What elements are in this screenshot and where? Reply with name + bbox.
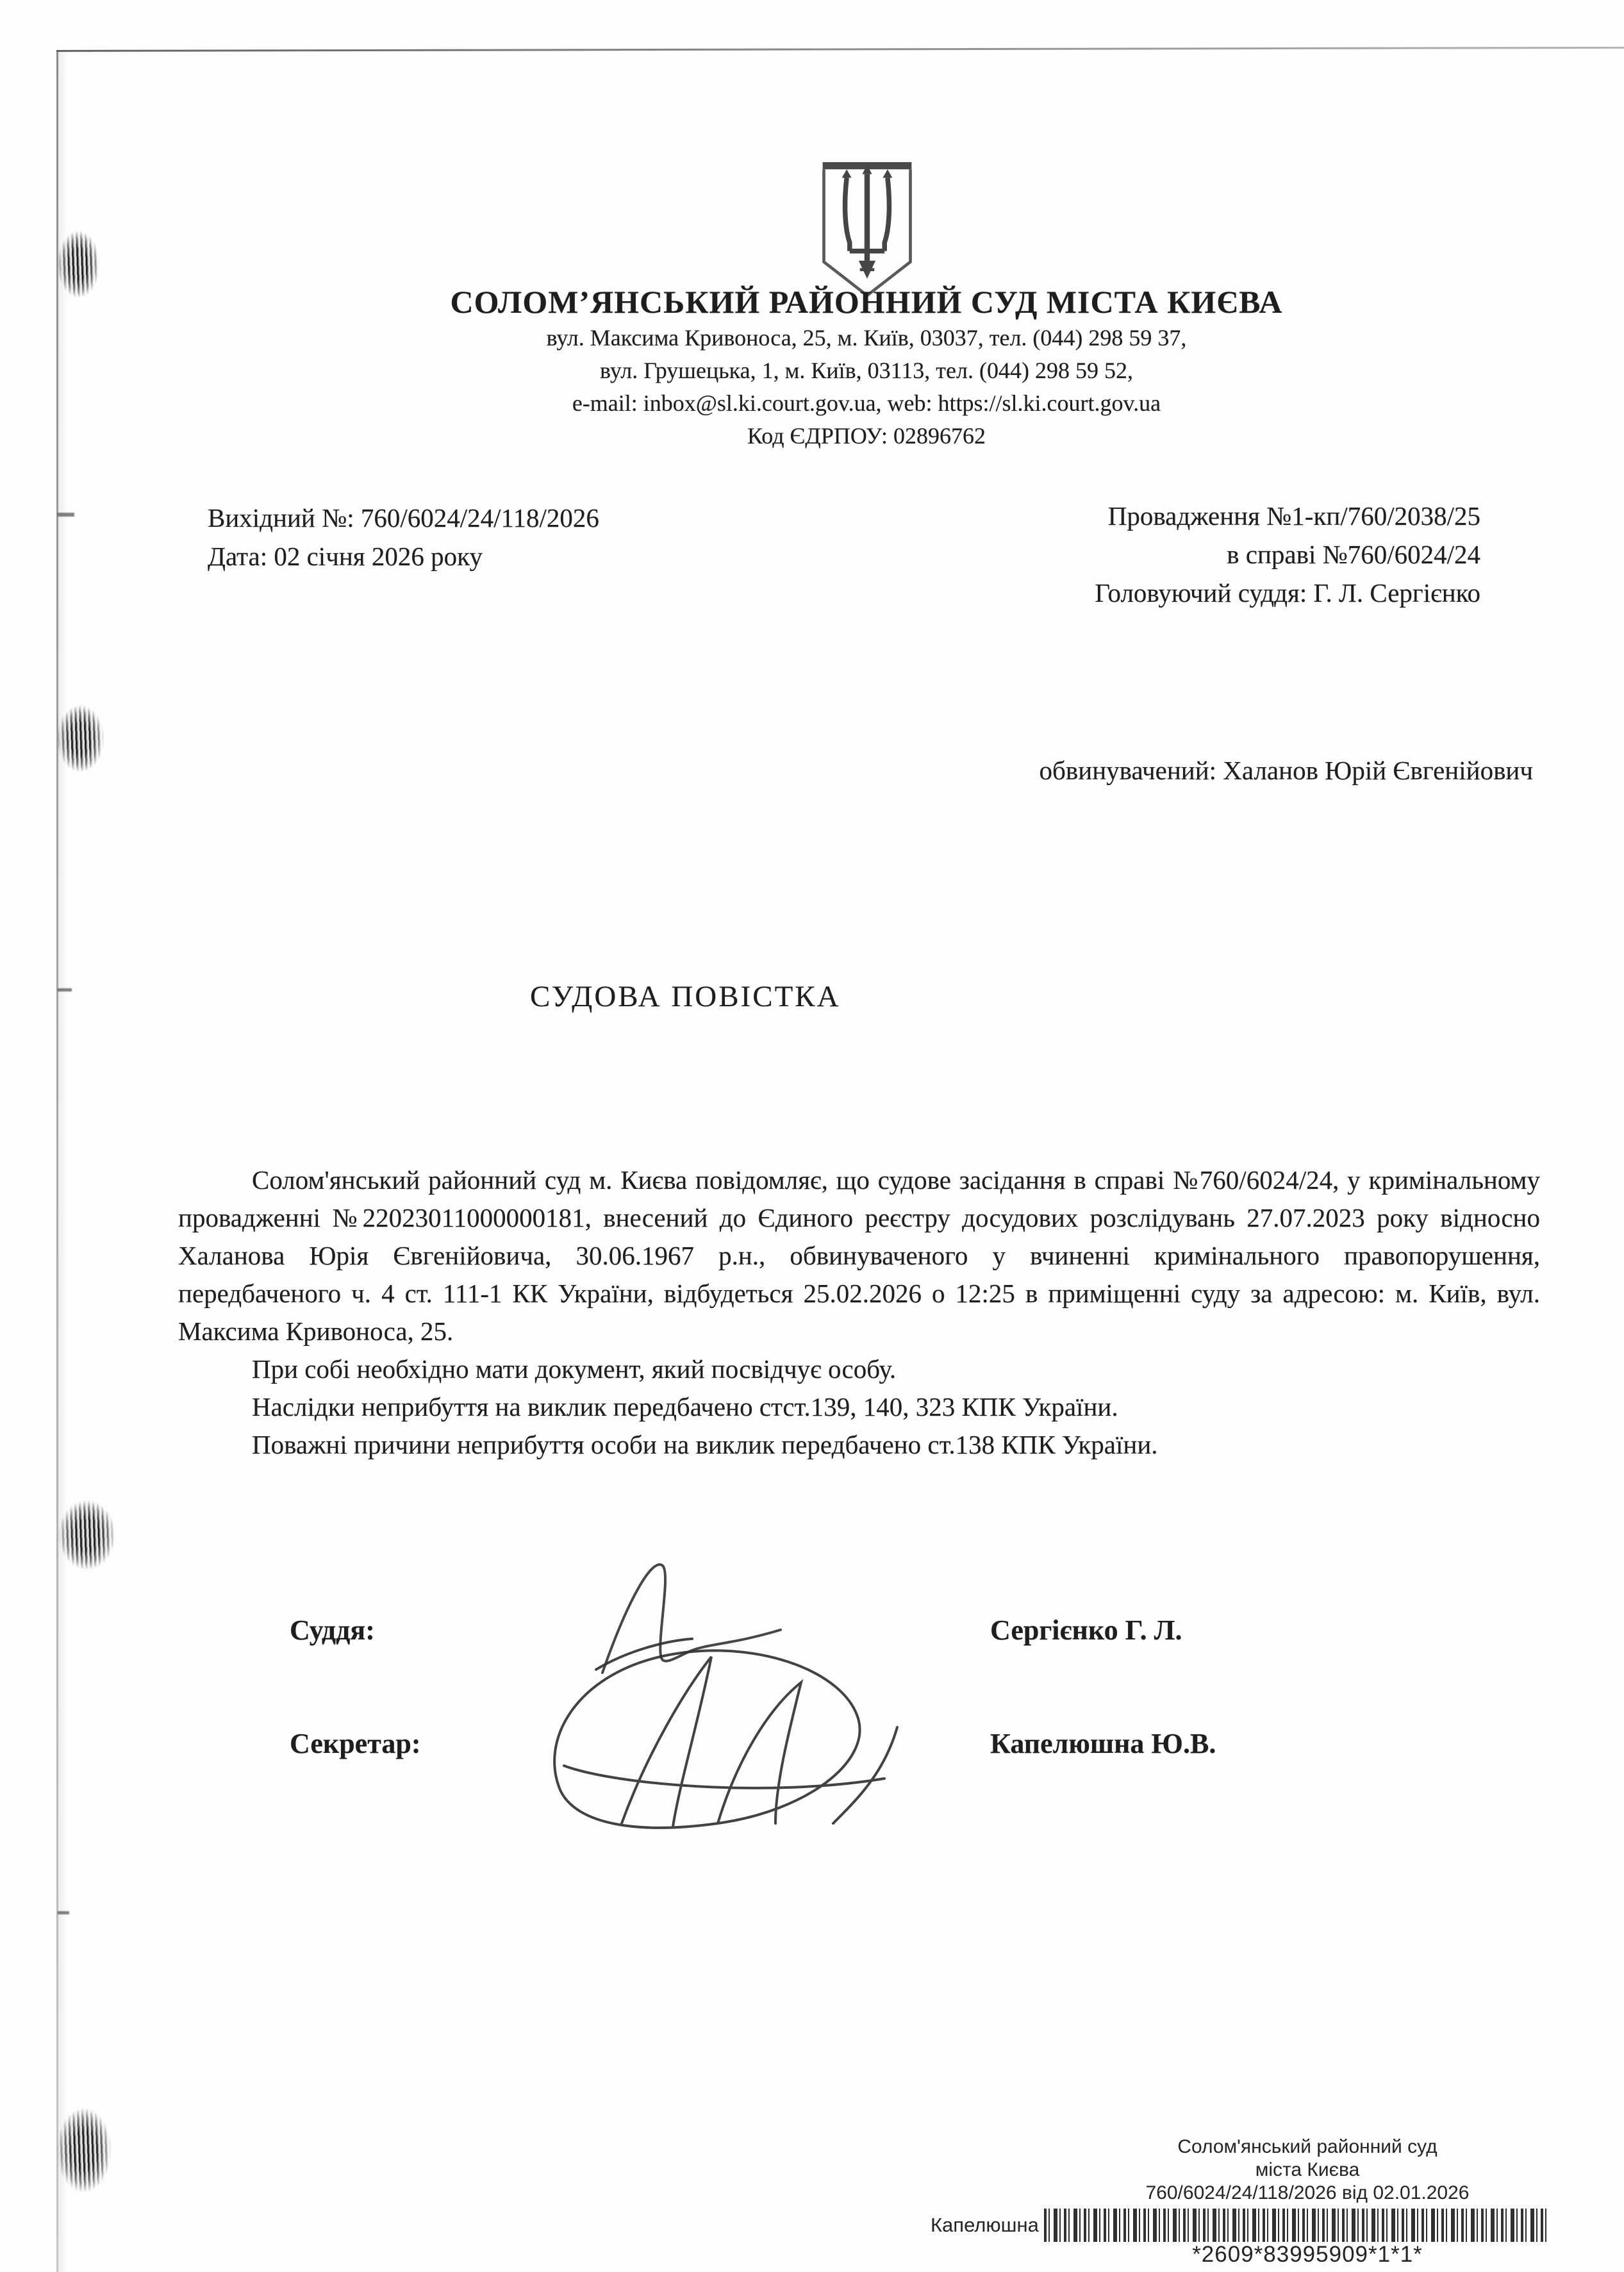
letterhead [109, 282, 1624, 452]
barcode-row [931, 2209, 1549, 2242]
court-contacts-line: e-mail: inbox@sl.ki.court.gov.ua, web: https://sl.ki.court.gov.ua [572, 390, 1161, 416]
scan-page-top-edge [56, 47, 1624, 52]
secretary-name: Капелюшна Ю.В. [990, 1728, 1216, 1759]
court-edrpou-line: Код ЄДРПОУ: 02896762 [747, 423, 986, 449]
footer-doc-number-line: 760/6024/24/118/2026 від 02.01.2026 [1145, 2182, 1470, 2203]
secretary-label: Секретар: [290, 1728, 421, 1759]
outgoing-reference-block [208, 499, 599, 576]
scan-artifact [58, 1911, 69, 1914]
outgoing-date-line: Дата: 02 січня 2026 року [208, 542, 483, 571]
body-paragraph-main: Солом'янський районний суд м. Києва повідомляє, що судове засідання в справі №760/6024/24, у кримінальному провадженні №22023011000000181, внесений до Єдиного реєстру досудових розслідувань 27.07.2023 року відносно Халанова Юрія Євгенійовича, 30.06.1967 р.н., обвинуваченого у вчиненні кримінального правопорушення, передбаченого ч. 4 ст. 111-1 КК України, відбудеться 25.02.2026 о 12:25 в приміщенні суду за адресою: м. Київ, вул. Максима Кривоноса, 25. [178, 1165, 1540, 1346]
court-address-line2: вул. Грушецька, 1, м. Київ, 03113, тел. (044) 298 59 52, [600, 358, 1133, 383]
footer-stamp-block [1051, 2135, 1564, 2205]
scan-artifact [58, 988, 72, 991]
proceeding-number-line: Провадження №1-кп/760/2038/25 [1107, 501, 1480, 531]
outgoing-number-line: Вихідний №: 760/6024/24/118/2026 [208, 503, 599, 533]
barcode-label: Капелюшна [931, 2214, 1039, 2236]
body-paragraph-document: При собі необхідно мати документ, який посвідчує особу. [252, 1354, 897, 1384]
barcode-text: *2609*83995909*1*1* [1192, 2242, 1423, 2267]
presiding-judge-line: Головуючий суддя: Г. Л. Сергієнко [1095, 578, 1480, 608]
document-title: СУДОВА ПОВІСТКА [530, 980, 841, 1013]
summons-body [178, 1161, 1540, 1464]
ukraine-trident-emblem [819, 159, 915, 299]
scan-artifact [49, 2096, 119, 2205]
scan-artifact [51, 221, 106, 308]
case-number-line: в справі №760/6024/24 [1227, 540, 1480, 569]
body-paragraph-valid-reasons: Поважні причини неприбуття особи на виклик передбачено ст.138 КПК України. [252, 1430, 1158, 1459]
scan-page-left-shadow [58, 50, 67, 2272]
judge-label: Суддя: [290, 1614, 375, 1646]
court-address-line1: вул. Максима Кривоноса, 25, м. Київ, 03037, тел. (044) 298 59 37, [546, 325, 1187, 351]
secretary-signature [500, 1631, 910, 1852]
footer-court-line1: Солом'янський районний суд [1177, 2136, 1438, 2157]
case-reference-block [1095, 497, 1480, 612]
barcode [1044, 2209, 1549, 2242]
judge-name: Сергієнко Г. Л. [990, 1614, 1182, 1646]
accused-line: обвинувачений: Халанов Юрій Євгенійович [1039, 756, 1533, 785]
scan-artifact [50, 1490, 124, 1580]
scan-artifact [50, 695, 111, 782]
body-paragraph-consequences: Наслідки неприбуття на виклик передбачено стст.139, 140, 323 КПК України. [252, 1392, 1118, 1422]
scan-artifact [58, 513, 74, 517]
court-name: СОЛОМ’ЯНСЬКИЙ РАЙОННИЙ СУД МІСТА КИЄВА [450, 284, 1283, 320]
footer-court-line2: міста Києва [1255, 2159, 1360, 2180]
